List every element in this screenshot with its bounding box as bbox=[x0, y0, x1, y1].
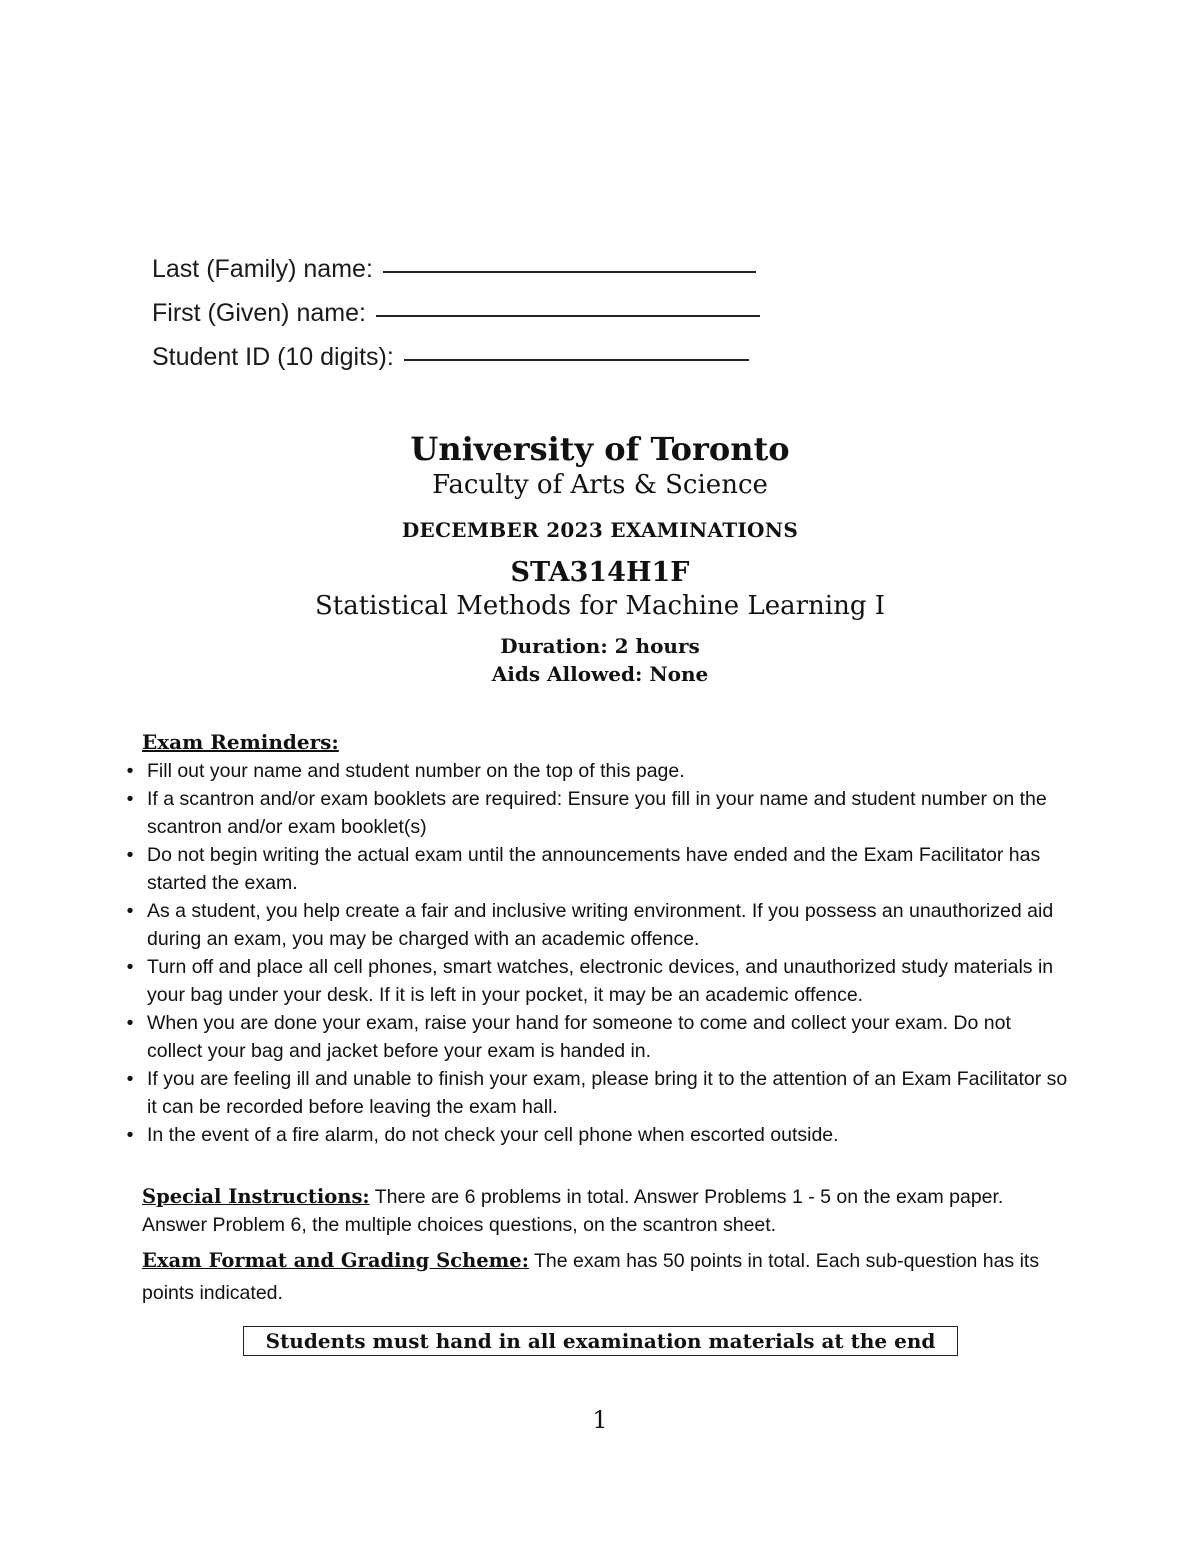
list-item: • When you are done your exam, raise your hand for someone to come and collect your exam. Do not collect your bag and jacket before your exam is handed in. bbox=[120, 1009, 1070, 1065]
list-item: • As a student, you help create a fair and inclusive writing environment. If you possess an unauthorized aid during an exam, you may be charged with an academic offence. bbox=[120, 897, 1070, 953]
bullet-icon: • bbox=[126, 788, 134, 810]
last-name-blank[interactable] bbox=[383, 271, 756, 273]
bullet-icon: • bbox=[126, 1124, 134, 1146]
list-item: • Turn off and place all cell phones, smart watches, electronic devices, and unauthorized study materials in your bag under your desk. If it is left in your pocket, it may be an academic offence. bbox=[120, 953, 1070, 1009]
special-instructions bbox=[142, 1183, 1062, 1239]
grading-scheme-text: The exam has 50 points in total. Each sub-question has its points indicated. bbox=[142, 1250, 1040, 1304]
reminders-heading: Exam Reminders: bbox=[142, 730, 339, 754]
course-code: STA314H1F bbox=[510, 557, 690, 588]
bullet-icon: • bbox=[126, 844, 134, 866]
page-number: 1 bbox=[592, 1406, 608, 1434]
exam-session: DECEMBER 2023 EXAMINATIONS bbox=[401, 518, 799, 542]
list-item: • Do not begin writing the actual exam until the announcements have ended and the Exam Facilitator has started the exam. bbox=[120, 841, 1070, 897]
student-id-field bbox=[152, 343, 749, 372]
bullet-icon: • bbox=[126, 956, 134, 978]
list-item: • In the event of a fire alarm, do not check your cell phone when escorted outside. bbox=[120, 1121, 1070, 1149]
last-name-label: Last (Family) name: bbox=[152, 255, 373, 283]
faculty-name: Faculty of Arts & Science bbox=[432, 470, 768, 500]
reminders-list bbox=[120, 757, 1070, 1149]
bullet-icon: • bbox=[126, 900, 134, 922]
student-id-blank[interactable] bbox=[404, 359, 749, 361]
grading-scheme-heading: Exam Format and Grading Scheme: bbox=[142, 1249, 529, 1272]
first-name-field bbox=[152, 299, 760, 328]
bullet-icon: • bbox=[126, 1012, 134, 1034]
first-name-blank[interactable] bbox=[376, 315, 760, 317]
special-instructions-text: There are 6 problems in total. Answer Problems 1 - 5 on the exam paper. Answer Problem 6, the multiple choices questions, on the scantron sheet. bbox=[142, 1186, 1004, 1236]
student-id-label: Student ID (10 digits): bbox=[152, 343, 394, 371]
list-item: • If a scantron and/or exam booklets are required: Ensure you fill in your name and student number on the scantron and/or exam booklet(s) bbox=[120, 785, 1070, 841]
aids-allowed: Aids Allowed: None bbox=[491, 662, 709, 686]
list-item: • If you are feeling ill and unable to finish your exam, please bring it to the attention of an Exam Facilitator so it can be recorded before leaving the exam hall. bbox=[120, 1065, 1070, 1121]
first-name-label: First (Given) name: bbox=[152, 299, 366, 327]
grading-scheme bbox=[142, 1245, 1062, 1309]
course-title: Statistical Methods for Machine Learning I bbox=[314, 591, 886, 621]
hand-in-notice: Students must hand in all examination materials at the end bbox=[243, 1326, 958, 1356]
bullet-icon: • bbox=[126, 760, 134, 782]
exam-duration: Duration: 2 hours bbox=[500, 634, 700, 658]
bullet-icon: • bbox=[126, 1068, 134, 1090]
university-name: University of Toronto bbox=[410, 430, 790, 468]
last-name-field bbox=[152, 255, 756, 284]
list-item: • Fill out your name and student number on the top of this page. bbox=[120, 757, 1070, 785]
special-instructions-heading: Special Instructions: bbox=[142, 1185, 370, 1208]
